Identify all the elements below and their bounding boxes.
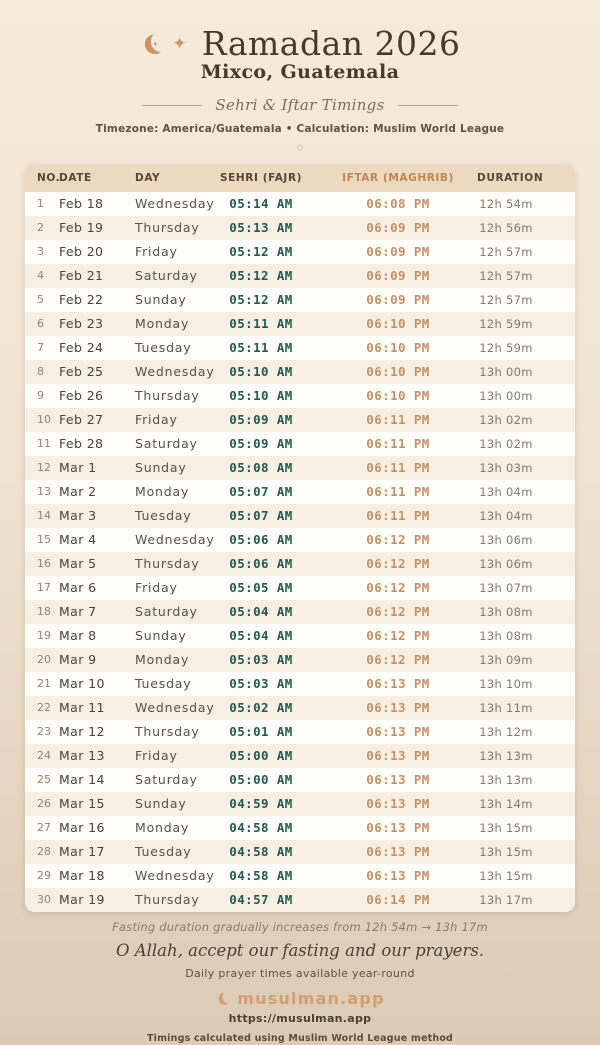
row-day: Friday <box>135 580 178 595</box>
table-row <box>25 360 575 384</box>
sparkle-star-icon: ✦ <box>172 34 187 54</box>
brand-url-link[interactable]: https://musulman.app <box>228 1012 372 1025</box>
title-row <box>139 24 460 63</box>
row-number: 27 <box>37 821 51 834</box>
row-number: 29 <box>37 869 51 882</box>
table-row <box>25 408 575 432</box>
row-iftar-time: 06:14 PM <box>366 892 430 907</box>
table-row <box>25 480 575 504</box>
fasting-duration-note: Fasting duration gradually increases from 12h 54m → 13h 17m <box>112 920 488 934</box>
row-iftar-time: 06:13 PM <box>366 844 430 859</box>
row-day: Wednesday <box>135 868 215 883</box>
row-sehri-time: 05:14 AM <box>229 196 293 211</box>
row-day: Thursday <box>135 892 200 907</box>
row-sehri-time: 05:12 AM <box>229 292 293 307</box>
row-number: 12 <box>37 461 51 474</box>
row-date: Mar 12 <box>59 724 105 739</box>
row-number: 23 <box>37 725 51 738</box>
row-date: Feb 21 <box>59 268 104 283</box>
table-row <box>25 816 575 840</box>
row-sehri-time: 05:00 AM <box>229 748 293 763</box>
row-day: Saturday <box>135 772 198 787</box>
row-iftar-time: 06:11 PM <box>366 436 430 451</box>
row-sehri-time: 05:06 AM <box>229 532 293 547</box>
row-day: Wednesday <box>135 364 215 379</box>
row-date: Mar 8 <box>59 628 97 643</box>
row-day: Friday <box>135 244 178 259</box>
row-date: Mar 5 <box>59 556 97 571</box>
row-duration: 13h 13m <box>479 749 533 763</box>
row-number: 10 <box>37 413 51 426</box>
row-duration: 13h 08m <box>479 605 533 619</box>
table-row <box>25 288 575 312</box>
row-duration: 13h 06m <box>479 533 533 547</box>
row-sehri-time: 05:13 AM <box>229 220 293 235</box>
row-iftar-time: 06:13 PM <box>366 868 430 883</box>
row-day: Monday <box>135 652 190 667</box>
row-date: Mar 13 <box>59 748 105 763</box>
row-date: Mar 17 <box>59 844 105 859</box>
col-header-no: NO. <box>37 172 61 184</box>
row-number: 20 <box>37 653 51 666</box>
table-row <box>25 552 575 576</box>
row-number: 1 <box>37 197 44 210</box>
row-number: 28 <box>37 845 51 858</box>
subtitle-row <box>142 96 457 114</box>
table-row <box>25 720 575 744</box>
row-number: 26 <box>37 797 51 810</box>
row-date: Mar 6 <box>59 580 97 595</box>
crescent-moon-icon <box>139 32 163 56</box>
row-day: Monday <box>135 316 190 331</box>
row-day: Saturday <box>135 604 198 619</box>
row-sehri-time: 05:08 AM <box>229 460 293 475</box>
row-number: 3 <box>37 245 44 258</box>
row-iftar-time: 06:10 PM <box>366 316 430 331</box>
timezone-calculation-meta: Timezone: America/Guatemala • Calculation: Muslim World League <box>95 123 505 135</box>
col-header-sehri: SEHRI (FAJR) <box>219 172 303 184</box>
row-date: Mar 4 <box>59 532 97 547</box>
row-iftar-time: 06:08 PM <box>366 196 430 211</box>
row-day: Wednesday <box>135 196 215 211</box>
row-sehri-time: 05:11 AM <box>229 340 293 355</box>
table-row <box>25 672 575 696</box>
row-sehri-time: 05:12 AM <box>229 268 293 283</box>
row-number: 19 <box>37 629 51 642</box>
row-number: 7 <box>37 341 44 354</box>
row-duration: 12h 57m <box>479 269 533 283</box>
row-iftar-time: 06:13 PM <box>366 796 430 811</box>
row-date: Feb 20 <box>59 244 104 259</box>
row-iftar-time: 06:12 PM <box>366 532 430 547</box>
timetable-card <box>25 164 575 912</box>
row-iftar-time: 06:10 PM <box>366 388 430 403</box>
row-date: Mar 2 <box>59 484 97 499</box>
row-day: Friday <box>135 412 178 427</box>
table-row <box>25 216 575 240</box>
row-day: Tuesday <box>135 340 192 355</box>
table-row <box>25 576 575 600</box>
col-header-day: DAY <box>135 172 161 184</box>
table-row <box>25 648 575 672</box>
row-number: 18 <box>37 605 51 618</box>
row-duration: 13h 09m <box>479 653 533 667</box>
row-number: 6 <box>37 317 44 330</box>
table-row <box>25 528 575 552</box>
row-number: 14 <box>37 509 51 522</box>
row-sehri-time: 04:57 AM <box>229 892 293 907</box>
dua-text: O Allah, accept our fasting and our prayers. <box>115 941 485 960</box>
row-sehri-time: 05:02 AM <box>229 700 293 715</box>
row-duration: 13h 14m <box>479 797 533 811</box>
row-day: Thursday <box>135 724 200 739</box>
row-date: Mar 11 <box>59 700 105 715</box>
row-day: Thursday <box>135 220 200 235</box>
divider-line-right <box>398 105 458 106</box>
table-row <box>25 624 575 648</box>
col-header-iftar: IFTAR (MAGHRIB) <box>342 172 454 184</box>
row-number: 2 <box>37 221 44 234</box>
daily-availability-note: Daily prayer times available year-round <box>185 967 415 980</box>
table-row <box>25 240 575 264</box>
table-body <box>25 192 575 912</box>
row-day: Friday <box>135 748 178 763</box>
row-iftar-time: 06:12 PM <box>366 580 430 595</box>
table-row <box>25 456 575 480</box>
row-day: Sunday <box>135 460 187 475</box>
row-number: 13 <box>37 485 51 498</box>
row-duration: 13h 15m <box>479 869 533 883</box>
row-duration: 13h 06m <box>479 557 533 571</box>
row-number: 4 <box>37 269 44 282</box>
row-iftar-time: 06:10 PM <box>366 364 430 379</box>
row-day: Saturday <box>135 268 198 283</box>
row-date: Feb 18 <box>59 196 104 211</box>
row-number: 21 <box>37 677 51 690</box>
row-number: 15 <box>37 533 51 546</box>
row-day: Monday <box>135 484 190 499</box>
row-sehri-time: 05:03 AM <box>229 652 293 667</box>
table-row <box>25 840 575 864</box>
row-day: Thursday <box>135 388 200 403</box>
row-number: 16 <box>37 557 51 570</box>
row-iftar-time: 06:13 PM <box>366 700 430 715</box>
row-iftar-time: 06:11 PM <box>366 484 430 499</box>
table-row <box>25 504 575 528</box>
table-header-row <box>25 164 575 192</box>
row-sehri-time: 05:12 AM <box>229 244 293 259</box>
row-duration: 13h 08m <box>479 629 533 643</box>
row-duration: 13h 00m <box>479 389 533 403</box>
row-number: 8 <box>37 365 44 378</box>
row-date: Feb 28 <box>59 436 104 451</box>
brand-crescent-icon <box>215 991 230 1006</box>
row-number: 24 <box>37 749 51 762</box>
row-sehri-time: 05:01 AM <box>229 724 293 739</box>
row-duration: 12h 57m <box>479 245 533 259</box>
row-date: Mar 18 <box>59 868 105 883</box>
row-day: Wednesday <box>135 532 215 547</box>
row-iftar-time: 06:13 PM <box>366 724 430 739</box>
row-number: 22 <box>37 701 51 714</box>
brand-name: musulman.app <box>237 989 385 1008</box>
row-sehri-time: 05:03 AM <box>229 676 293 691</box>
row-date: Feb 25 <box>59 364 104 379</box>
row-sehri-time: 05:07 AM <box>229 508 293 523</box>
row-sehri-time: 04:58 AM <box>229 844 293 859</box>
row-sehri-time: 05:09 AM <box>229 436 293 451</box>
row-day: Wednesday <box>135 700 215 715</box>
row-date: Mar 16 <box>59 820 105 835</box>
row-iftar-time: 06:09 PM <box>366 268 430 283</box>
row-date: Feb 24 <box>59 340 104 355</box>
row-number: 9 <box>37 389 44 402</box>
table-row <box>25 192 575 216</box>
row-duration: 12h 59m <box>479 341 533 355</box>
row-duration: 13h 02m <box>479 437 533 451</box>
row-duration: 13h 13m <box>479 773 533 787</box>
row-number: 30 <box>37 893 51 906</box>
row-day: Thursday <box>135 556 200 571</box>
row-sehri-time: 05:11 AM <box>229 316 293 331</box>
row-date: Mar 7 <box>59 604 97 619</box>
row-duration: 13h 04m <box>479 485 533 499</box>
row-day: Monday <box>135 820 190 835</box>
row-iftar-time: 06:11 PM <box>366 412 430 427</box>
row-sehri-time: 04:58 AM <box>229 868 293 883</box>
row-date: Feb 26 <box>59 388 104 403</box>
row-sehri-time: 05:07 AM <box>229 484 293 499</box>
row-sehri-time: 05:06 AM <box>229 556 293 571</box>
table-row <box>25 792 575 816</box>
row-sehri-time: 05:09 AM <box>229 412 293 427</box>
calculation-method-note: Timings calculated using Muslim World League method <box>146 1033 454 1044</box>
row-sehri-time: 05:04 AM <box>229 604 293 619</box>
row-iftar-time: 06:09 PM <box>366 220 430 235</box>
row-iftar-time: 06:10 PM <box>366 340 430 355</box>
row-date: Mar 10 <box>59 676 105 691</box>
row-duration: 13h 12m <box>479 725 533 739</box>
row-sehri-time: 04:59 AM <box>229 796 293 811</box>
row-date: Feb 23 <box>59 316 104 331</box>
row-duration: 13h 15m <box>479 821 533 835</box>
row-number: 5 <box>37 293 44 306</box>
row-date: Mar 1 <box>59 460 97 475</box>
row-iftar-time: 06:12 PM <box>366 556 430 571</box>
row-sehri-time: 04:58 AM <box>229 820 293 835</box>
row-duration: 13h 03m <box>479 461 533 475</box>
row-iftar-time: 06:12 PM <box>366 604 430 619</box>
row-duration: 12h 59m <box>479 317 533 331</box>
table-row <box>25 768 575 792</box>
row-duration: 12h 57m <box>479 293 533 307</box>
row-sehri-time: 05:10 AM <box>229 388 293 403</box>
row-day: Sunday <box>135 628 187 643</box>
col-header-duration: DURATION <box>477 172 544 184</box>
brand-row <box>215 989 385 1008</box>
table-row <box>25 432 575 456</box>
row-day: Sunday <box>135 796 187 811</box>
row-duration: 13h 11m <box>479 701 533 715</box>
row-iftar-time: 06:13 PM <box>366 748 430 763</box>
row-iftar-time: 06:13 PM <box>366 676 430 691</box>
row-sehri-time: 05:00 AM <box>229 772 293 787</box>
row-date: Feb 19 <box>59 220 104 235</box>
location-subtitle: Mixco, Guatemala <box>200 61 400 83</box>
table-row <box>25 384 575 408</box>
row-iftar-time: 06:09 PM <box>366 244 430 259</box>
row-day: Tuesday <box>135 676 192 691</box>
row-iftar-time: 06:11 PM <box>366 460 430 475</box>
row-date: Mar 14 <box>59 772 105 787</box>
row-number: 11 <box>37 437 51 450</box>
row-day: Sunday <box>135 292 187 307</box>
row-iftar-time: 06:13 PM <box>366 772 430 787</box>
row-duration: 13h 07m <box>479 581 533 595</box>
table-row <box>25 600 575 624</box>
table-row <box>25 264 575 288</box>
row-duration: 13h 15m <box>479 845 533 859</box>
row-duration: 13h 00m <box>479 365 533 379</box>
row-date: Mar 3 <box>59 508 97 523</box>
table-row <box>25 744 575 768</box>
row-number: 25 <box>37 773 51 786</box>
row-duration: 12h 56m <box>479 221 533 235</box>
row-duration: 13h 17m <box>479 893 533 907</box>
row-date: Mar 15 <box>59 796 105 811</box>
table-row <box>25 864 575 888</box>
table-row <box>25 336 575 360</box>
row-iftar-time: 06:12 PM <box>366 628 430 643</box>
timings-subtitle: Sehri & Iftar Timings <box>215 96 385 114</box>
table-row <box>25 696 575 720</box>
row-number: 17 <box>37 581 51 594</box>
row-duration: 13h 02m <box>479 413 533 427</box>
row-day: Tuesday <box>135 844 192 859</box>
table-row <box>25 312 575 336</box>
row-iftar-time: 06:09 PM <box>366 292 430 307</box>
row-duration: 12h 54m <box>479 197 533 211</box>
table-row <box>25 888 575 912</box>
row-sehri-time: 05:05 AM <box>229 580 293 595</box>
row-sehri-time: 05:04 AM <box>229 628 293 643</box>
row-duration: 13h 04m <box>479 509 533 523</box>
row-date: Feb 22 <box>59 292 104 307</box>
row-date: Mar 9 <box>59 652 97 667</box>
page-title: Ramadan 2026 <box>201 24 461 63</box>
row-date: Feb 27 <box>59 412 104 427</box>
row-iftar-time: 06:13 PM <box>366 820 430 835</box>
row-day: Tuesday <box>135 508 192 523</box>
divider-line-left <box>142 105 202 106</box>
row-iftar-time: 06:11 PM <box>366 508 430 523</box>
diamond-divider-icon: ◇ <box>296 143 304 153</box>
row-date: Mar 19 <box>59 892 105 907</box>
row-day: Saturday <box>135 436 198 451</box>
row-duration: 13h 10m <box>479 677 533 691</box>
row-sehri-time: 05:10 AM <box>229 364 293 379</box>
col-header-date: DATE <box>59 172 92 184</box>
row-iftar-time: 06:12 PM <box>366 652 430 667</box>
